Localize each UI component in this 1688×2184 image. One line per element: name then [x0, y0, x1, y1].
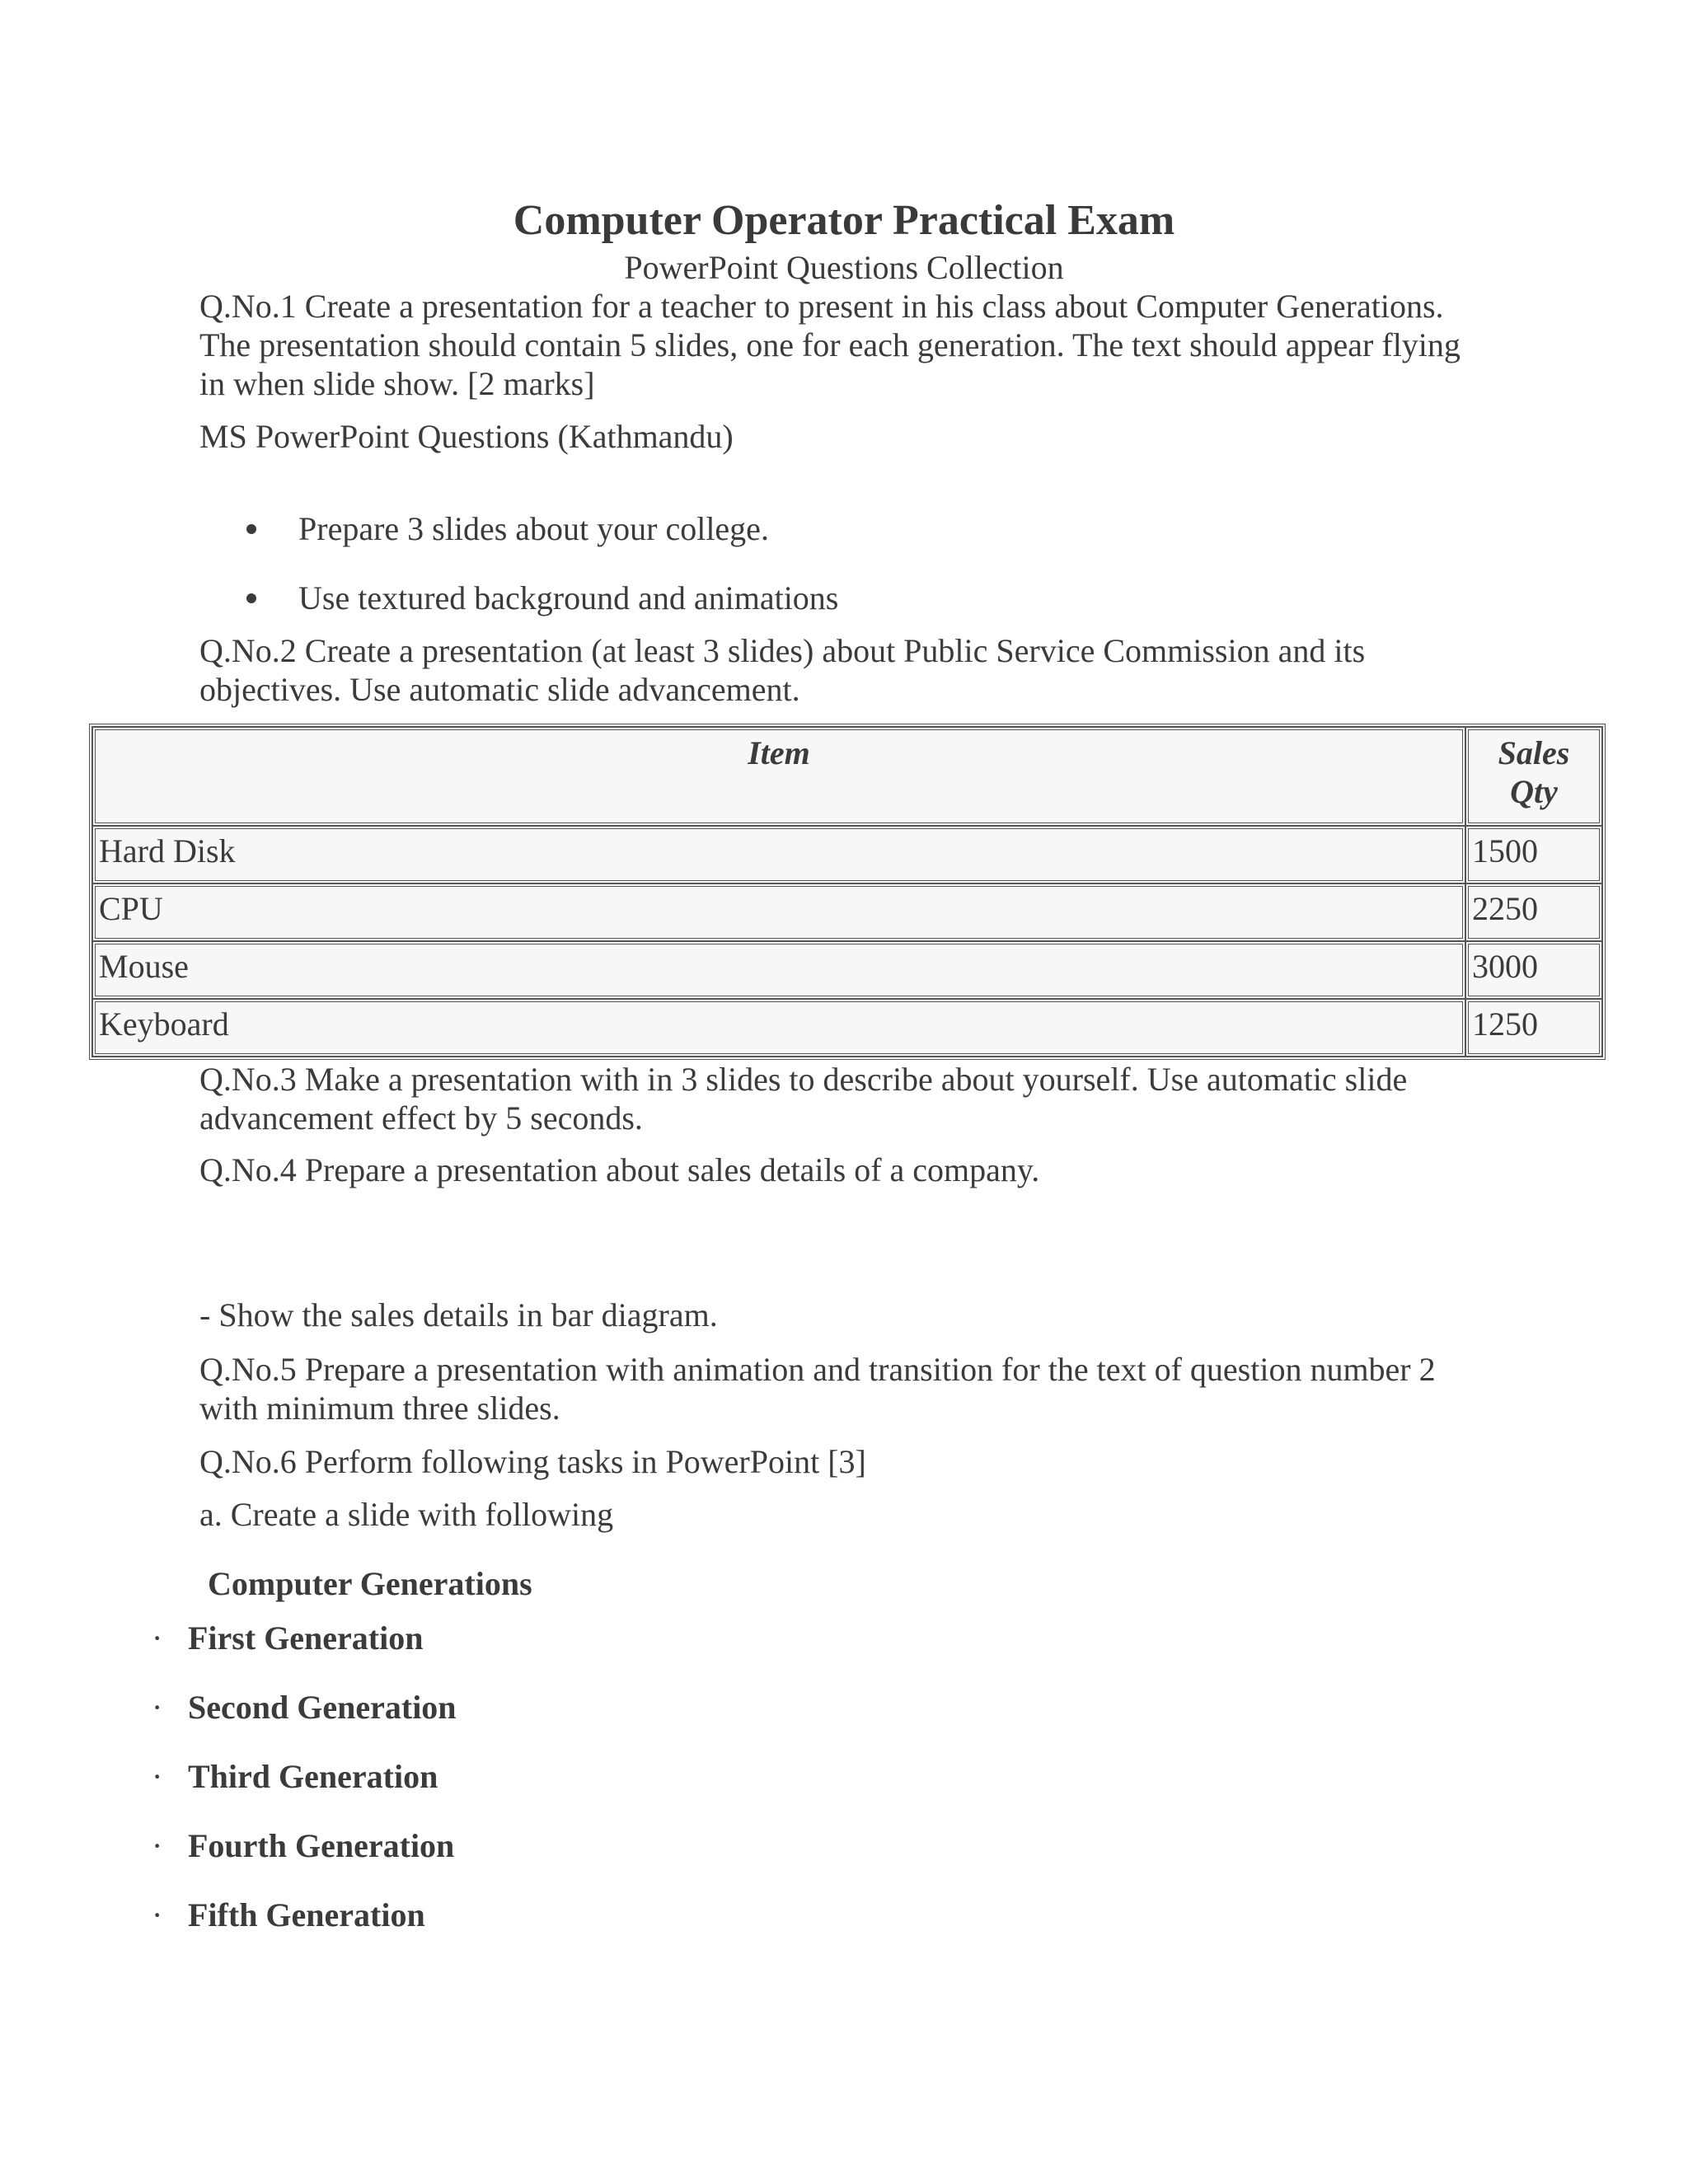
sales-table [89, 724, 1606, 1060]
table-cell-item: Hard Disk [92, 826, 1465, 883]
page-subtitle: PowerPoint Questions Collection [624, 249, 1064, 286]
table-cell-item: CPU [92, 883, 1465, 941]
bullet-icon: · [152, 1896, 163, 1933]
list-item-text: Prepare 3 slides about your college. [298, 510, 769, 547]
table-cell-qty: 1250 [1465, 999, 1602, 1057]
question-3: Q.No.3 Make a presentation with in 3 slides to describe about yourself. Use automatic slide advancement effect by 5 seconds. [199, 1061, 1408, 1137]
question-6: Q.No.6 Perform following tasks in PowerPoint [3] [199, 1443, 866, 1480]
question-4-note: - Show the sales details in bar diagram. [199, 1296, 718, 1333]
generation-item: Fifth Generation [188, 1896, 425, 1933]
table-cell-qty: 3000 [1465, 941, 1602, 999]
bullet-icon: · [152, 1619, 163, 1657]
table-cell-item: Keyboard [92, 999, 1465, 1057]
table-header-row [92, 727, 1602, 826]
table-cell-qty: 2250 [1465, 883, 1602, 941]
bullet-icon: · [152, 1689, 163, 1726]
bullet-icon [246, 524, 256, 534]
question-2: Q.No.2 Create a presentation (at least 3 slides) about Public Service Commission and its objectives. Use automatic slide advancement. [199, 632, 1366, 708]
question-4: Q.No.4 Prepare a presentation about sales details of a company. [199, 1151, 1040, 1188]
column-header-item: Item [92, 727, 1465, 826]
generation-item: First Generation [188, 1619, 424, 1657]
question-1: Q.No.1 Create a presentation for a teacher to present in his class about Computer Generations. The presentation should contain 5 slides, one for each generation. The text should appear flying in when slide show. [2 marks] [199, 288, 1461, 402]
bullet-icon: · [152, 1827, 163, 1864]
list-item-text: Use textured background and animations [298, 579, 839, 616]
section-heading-ms-powerpoint: MS PowerPoint Questions (Kathmandu) [199, 418, 734, 455]
generation-item: Second Generation [188, 1689, 457, 1726]
table-row [92, 883, 1602, 941]
table-row [92, 999, 1602, 1057]
page-title: Computer Operator Practical Exam [513, 197, 1175, 244]
column-header-sales-qty: Sales Qty [1465, 727, 1602, 826]
table-row [92, 941, 1602, 999]
question-6-sub-a: a. Create a slide with following [199, 1496, 614, 1533]
table-row [92, 826, 1602, 883]
bullet-icon [246, 593, 256, 603]
table-cell-qty: 1500 [1465, 826, 1602, 883]
generations-heading: Computer Generations [208, 1565, 532, 1602]
bullet-icon: · [152, 1758, 163, 1795]
question-5: Q.No.5 Prepare a presentation with animation and transition for the text of question number 2 with minimum three slides. [199, 1351, 1436, 1427]
table-cell-item: Mouse [92, 941, 1465, 999]
generation-item: Fourth Generation [188, 1827, 455, 1864]
generation-item: Third Generation [188, 1758, 438, 1795]
